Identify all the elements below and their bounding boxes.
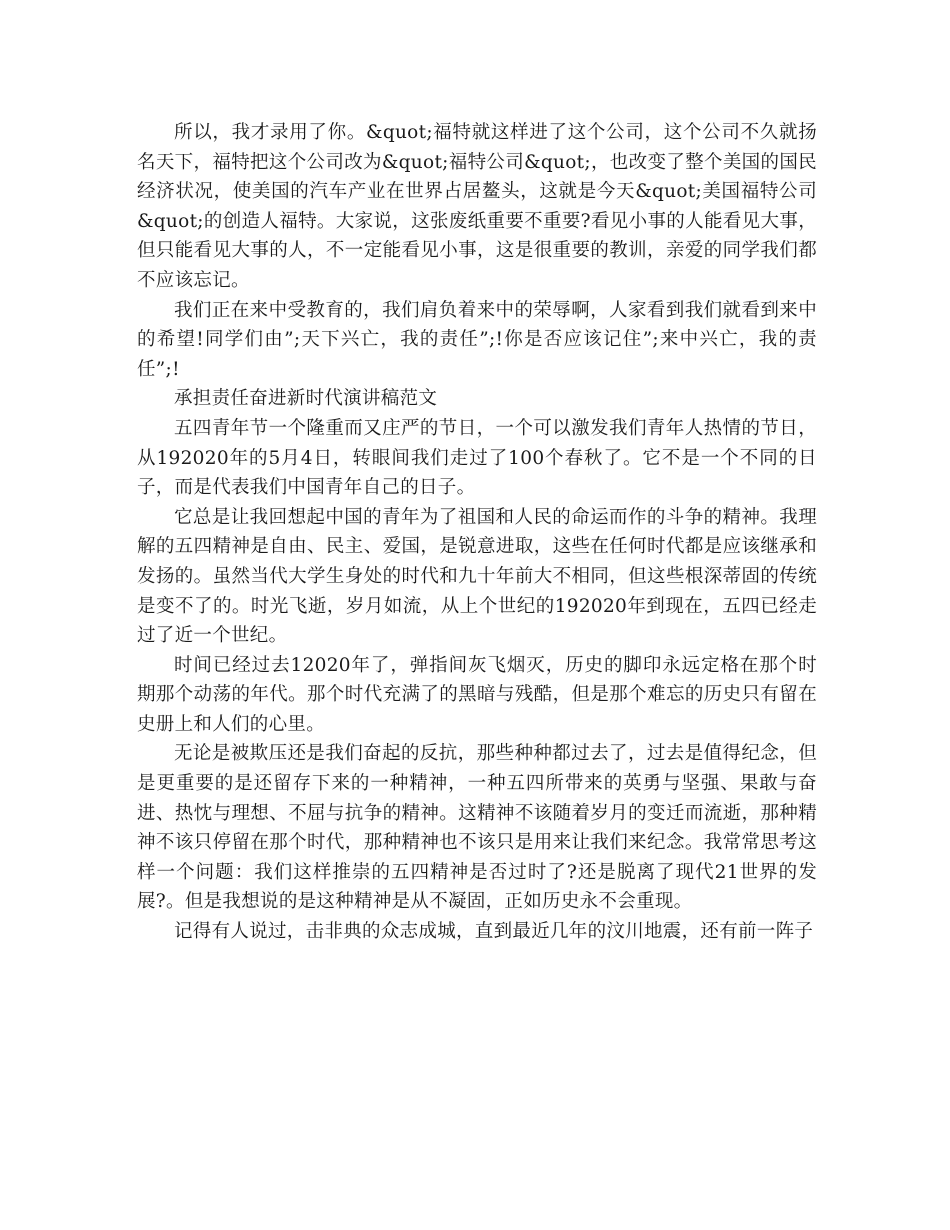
- document-body: [137, 118, 817, 947]
- paragraph-ford-story: 所以，我才录用了你。&quot;福特就这样进了这个公司，这个公司不久就扬名天下，福特把这个公司改为&quot;福特公司&quot;，也改变了整个美国的国民经济状况，使美国的汽车产业在世界占居鳌头，这就是今天&quot;美国福特公司&quot;的创造人福特。大家说，这张废纸重要不重要?看见小事的人能看见大事，但只能看见大事的人，不一定能看见小事，这是很重要的教训，亲爱的同学我们都不应该忘记。: [137, 122, 817, 291]
- section-heading: 承担责任奋进新时代演讲稿范文: [174, 388, 438, 410]
- paragraph-trailing: 记得有人说过，击非典的众志成城，直到最近几年的汶川地震，还有前一阵子: [174, 921, 814, 943]
- paragraph-may-fourth-intro: 五四青年节一个隆重而又庄严的节日，一个可以激发我们青年人热情的节日，从192020年的5月4日，转眼间我们走过了100个春秋了。它不是一个不同的日子，而是代表我们中国青年自己的日子。: [137, 417, 817, 499]
- paragraph-may-fourth-spirit: 它总是让我回想起中国的青年为了祖国和人民的命运而作的斗争的精神。我理解的五四精神是自由、民主、爱国，是锐意进取，这些在任何时代都是应该继承和发扬的。虽然当代大学生身处的时代和九十年前大不相同，但这些根深蒂固的传统是变不了的。时光飞逝，岁月如流，从上个世纪的192020年到现在，五四已经走过了近一个世纪。: [137, 506, 817, 647]
- paragraph-school-responsibility: 我们正在来中受教育的，我们肩负着来中的荣辱啊，人家看到我们就看到来中的希望!同学们由”;天下兴亡，我的责任”;!你是否应该记住”;来中兴亡，我的责任”;!: [137, 299, 817, 380]
- paragraph-history: 时间已经过去12020年了，弹指间灰飞烟灭，历史的脚印永远定格在那个时期那个动荡的年代。那个时代充满了的黑暗与残酷，但是那个难忘的历史只有留在史册上和人们的心里。: [137, 654, 817, 735]
- paragraph-spirit-question: 无论是被欺压还是我们奋起的反抗，那些种种都过去了，过去是值得纪念，但是更重要的是还留存下来的一种精神，一种五四所带来的英勇与坚强、果敢与奋进、热忱与理想、不屈与抗争的精神。这精神不该随着岁月的变迁而流逝，那种精神不该只停留在那个时代，那种精神也不该只是用来让我们来纪念。我常常思考这样一个问题：我们这样推崇的五四精神是否过时了?还是脱离了现代21世界的发展?。但是我想说的是这种精神是从不凝固，正如历史永不会重现。: [137, 743, 817, 913]
